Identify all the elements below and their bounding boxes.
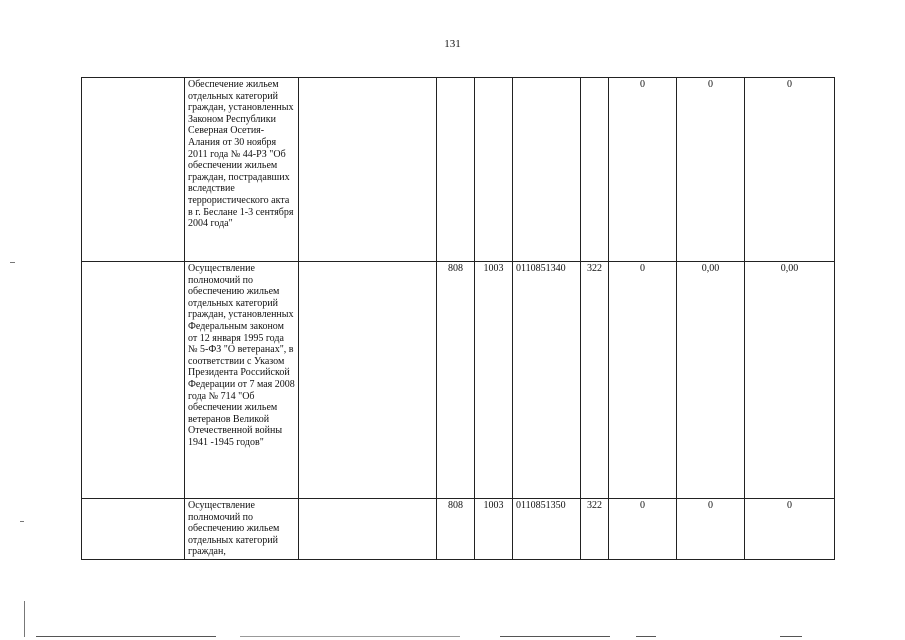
- empty-cell: [299, 499, 437, 560]
- table-row: [82, 499, 835, 560]
- amount-2: 0,00: [677, 262, 745, 499]
- expense-type-code: 322: [581, 262, 609, 499]
- row-name: Осуществление полномочий по обеспечению жильем отдельных категорий граждан,: [185, 499, 299, 560]
- row-name: Осуществление полномочий по обеспечению жильем отдельных категорий граждан, установленных Федеральным законом от 12 января 1995 года № 5-ФЗ "О ветеранах", в соответствии с Указом Президента Российской Федерации от 7 мая 2008 года № 714 "Об обеспечении жильем ветеранов Великой Отечественной войны 1941 -1945 годов": [185, 262, 299, 499]
- amount-3: 0,00: [745, 262, 835, 499]
- scan-artifact: [500, 636, 610, 637]
- row-name: Обеспечение жильем отдельных категорий граждан, установленных Законом Республики Северная Осетия-Алания от 30 ноября 2011 года № 44-РЗ "Об обеспечении жильем граждан, пострадавших вследствие террористического акта в г. Беслане 1-3 сентября 2004 года": [185, 78, 299, 262]
- empty-cell: [82, 262, 185, 499]
- scan-artifact: [20, 521, 24, 522]
- amount-1: 0: [609, 78, 677, 262]
- amount-3: 0: [745, 499, 835, 560]
- amount-2: 0: [677, 78, 745, 262]
- scan-artifact: [36, 636, 216, 637]
- scan-artifact: [240, 636, 460, 637]
- scan-artifact: [10, 262, 15, 263]
- scan-artifact: [636, 636, 656, 637]
- section-code: 1003: [475, 262, 513, 499]
- expense-type-code: [581, 78, 609, 262]
- section-code: [475, 78, 513, 262]
- target-code: 0110851340: [513, 262, 581, 499]
- empty-cell: [299, 262, 437, 499]
- table-row: [82, 262, 835, 499]
- expense-type-code: 322: [581, 499, 609, 560]
- scan-artifact: [780, 636, 802, 637]
- ministry-code: 808: [437, 262, 475, 499]
- scan-artifact: [24, 601, 25, 637]
- amount-3: 0: [745, 78, 835, 262]
- table-row: [82, 78, 835, 262]
- empty-cell: [82, 499, 185, 560]
- amount-1: 0: [609, 499, 677, 560]
- amount-1: 0: [609, 262, 677, 499]
- page-number: 131: [444, 38, 461, 50]
- target-code: 0110851350: [513, 499, 581, 560]
- ministry-code: [437, 78, 475, 262]
- empty-cell: [82, 78, 185, 262]
- amount-2: 0: [677, 499, 745, 560]
- empty-cell: [299, 78, 437, 262]
- section-code: 1003: [475, 499, 513, 560]
- ministry-code: 808: [437, 499, 475, 560]
- budget-table: [81, 77, 835, 560]
- target-code: [513, 78, 581, 262]
